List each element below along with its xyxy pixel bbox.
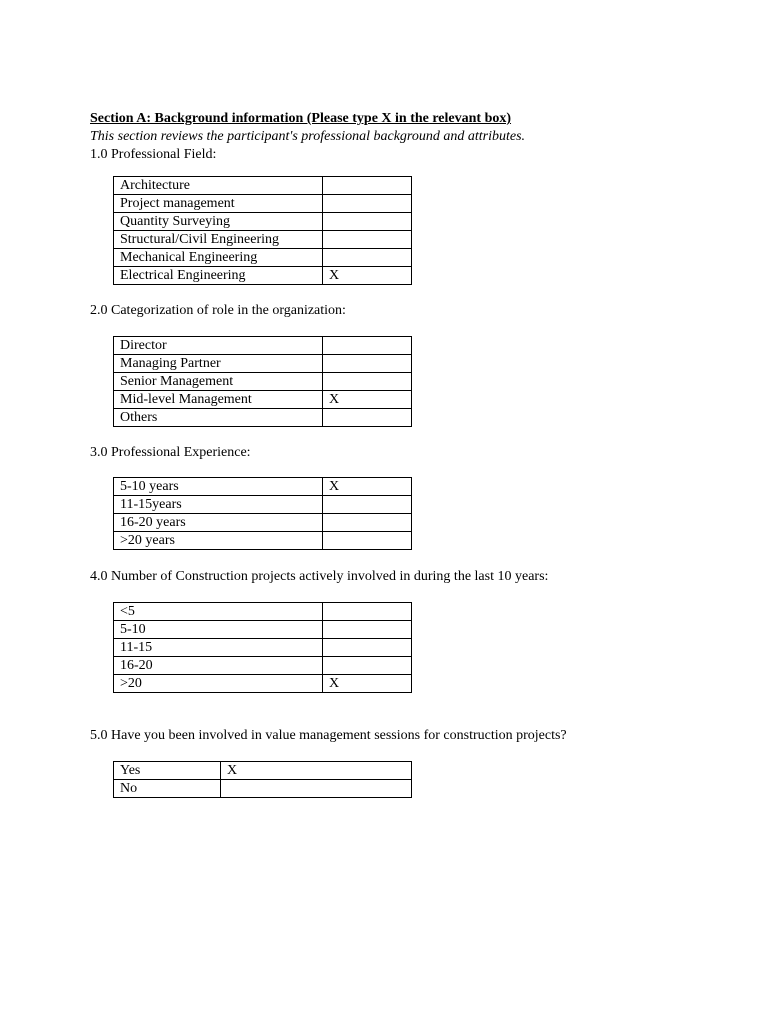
option-label: 5-10 years (114, 478, 323, 496)
option-label: <5 (114, 603, 323, 621)
option-mark-box[interactable]: X (323, 267, 412, 285)
option-mark-box[interactable] (323, 621, 412, 639)
option-label: >20 (114, 675, 323, 693)
question-3-label: 3.0 Professional Experience: (90, 445, 251, 460)
section-title: Section A: Background information (Please type X in the relevant box) (90, 111, 512, 126)
option-mark-box[interactable]: X (323, 391, 412, 409)
option-mark-box[interactable] (323, 657, 412, 675)
option-mark-box[interactable] (323, 639, 412, 657)
option-row (114, 657, 412, 675)
option-label: >20 years (114, 532, 323, 550)
question-1-label: 1.0 Professional Field: (90, 147, 217, 162)
option-label: No (114, 780, 221, 798)
option-mark-box[interactable]: X (323, 675, 412, 693)
option-row (114, 177, 412, 195)
option-mark-box[interactable]: X (323, 478, 412, 496)
option-row (114, 514, 412, 532)
option-mark-box[interactable] (323, 496, 412, 514)
option-row (114, 621, 412, 639)
option-row (114, 603, 412, 621)
option-mark-box[interactable] (323, 195, 412, 213)
option-label: Mid-level Management (114, 391, 323, 409)
option-mark-box[interactable] (323, 514, 412, 532)
option-row (114, 496, 412, 514)
option-mark-box[interactable] (221, 780, 412, 798)
option-row (114, 780, 412, 798)
section-intro: This section reviews the participant's professional background and attributes. (90, 129, 526, 144)
option-label: 11-15 (114, 639, 323, 657)
option-mark-box[interactable] (323, 532, 412, 550)
document-page (90, 110, 730, 798)
option-row (114, 675, 412, 693)
option-mark-box[interactable] (323, 603, 412, 621)
option-label: Quantity Surveying (114, 213, 323, 231)
question-2-label: 2.0 Categorization of role in the organization: (90, 303, 346, 318)
option-mark-box[interactable] (323, 355, 412, 373)
option-row (114, 337, 412, 355)
option-mark-box[interactable] (323, 213, 412, 231)
option-label: Managing Partner (114, 355, 323, 373)
option-mark-box[interactable] (323, 177, 412, 195)
question-5-table (113, 761, 412, 798)
option-label: Others (114, 409, 323, 427)
option-mark-box[interactable] (323, 231, 412, 249)
question-4-label: 4.0 Number of Construction projects actively involved in during the last 10 years: (90, 569, 549, 584)
option-row (114, 195, 412, 213)
option-label: Structural/Civil Engineering (114, 231, 323, 249)
option-label: Mechanical Engineering (114, 249, 323, 267)
option-label: Senior Management (114, 373, 323, 391)
question-3-table (113, 477, 412, 550)
option-label: Architecture (114, 177, 323, 195)
option-label: Yes (114, 762, 221, 780)
option-row (114, 478, 412, 496)
option-row (114, 409, 412, 427)
option-row (114, 355, 412, 373)
option-row (114, 373, 412, 391)
option-row (114, 231, 412, 249)
option-label: Project management (114, 195, 323, 213)
option-row (114, 213, 412, 231)
option-label: 5-10 (114, 621, 323, 639)
option-label: Electrical Engineering (114, 267, 323, 285)
option-row (114, 532, 412, 550)
option-label: 16-20 (114, 657, 323, 675)
option-mark-box[interactable] (323, 337, 412, 355)
question-5-label: 5.0 Have you been involved in value management sessions for construction projects? (90, 728, 567, 743)
option-row (114, 267, 412, 285)
option-label: 11-15years (114, 496, 323, 514)
option-mark-box[interactable] (323, 409, 412, 427)
option-row (114, 391, 412, 409)
question-1-table (113, 176, 412, 285)
option-label: Director (114, 337, 323, 355)
option-row (114, 762, 412, 780)
option-row (114, 249, 412, 267)
option-mark-box[interactable] (323, 373, 412, 391)
option-label: 16-20 years (114, 514, 323, 532)
question-4-table (113, 602, 412, 693)
option-mark-box[interactable]: X (221, 762, 412, 780)
option-row (114, 639, 412, 657)
question-2-table (113, 336, 412, 427)
option-mark-box[interactable] (323, 249, 412, 267)
